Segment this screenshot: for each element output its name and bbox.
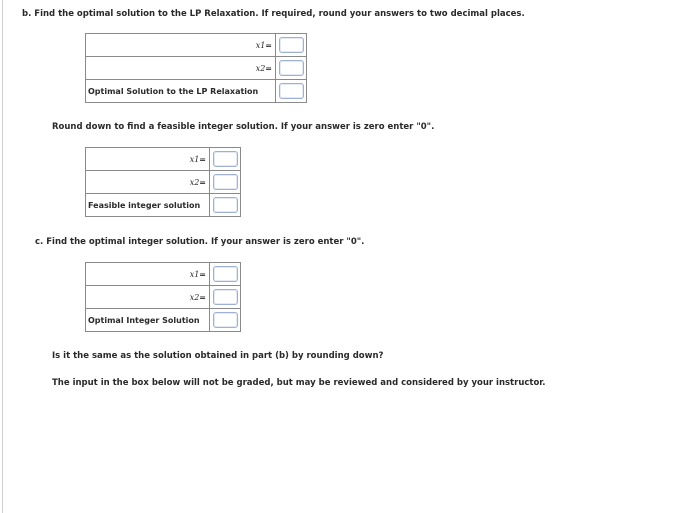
- lp-relaxation-table: [85, 33, 307, 103]
- feasible-table: [85, 147, 241, 217]
- grading-note: The input in the box below will not be graded, but may be reviewed and considered by your instructor.: [52, 378, 546, 388]
- optimal-integer-input[interactable]: [213, 312, 238, 328]
- part-b-instruction: b. Find the optimal solution to the LP Relaxation. If required, round your answers to two decimal places.: [22, 9, 525, 19]
- lp-x2-input[interactable]: [279, 60, 304, 76]
- feasible-solution-input[interactable]: [213, 197, 238, 213]
- part-c-instruction: c. Find the optimal integer solution. If your answer is zero enter "0".: [35, 237, 365, 247]
- optimal-integer-table: [85, 262, 241, 332]
- feasible-solution-label: Feasible integer solution: [86, 194, 210, 217]
- lp-x1-input[interactable]: [279, 37, 304, 53]
- lp-optimal-input[interactable]: [279, 83, 304, 99]
- x1-label: x1=: [86, 34, 276, 57]
- round-instruction: Round down to find a feasible integer solution. If your answer is zero enter "0".: [52, 122, 435, 132]
- optimal-integer-label: Optimal Integer Solution: [86, 309, 210, 332]
- x2-label: x2=: [86, 286, 210, 309]
- integer-x1-input[interactable]: [213, 266, 238, 282]
- x1-label: x1=: [86, 263, 210, 286]
- lp-optimal-label: Optimal Solution to the LP Relaxation: [86, 80, 276, 103]
- x1-label: x1=: [86, 148, 210, 171]
- feasible-x2-input[interactable]: [213, 174, 238, 190]
- integer-x2-input[interactable]: [213, 289, 238, 305]
- left-border: [2, 0, 3, 513]
- x2-label: x2=: [86, 57, 276, 80]
- same-solution-question: Is it the same as the solution obtained in part (b) by rounding down?: [52, 351, 384, 361]
- x2-label: x2=: [86, 171, 210, 194]
- feasible-x1-input[interactable]: [213, 151, 238, 167]
